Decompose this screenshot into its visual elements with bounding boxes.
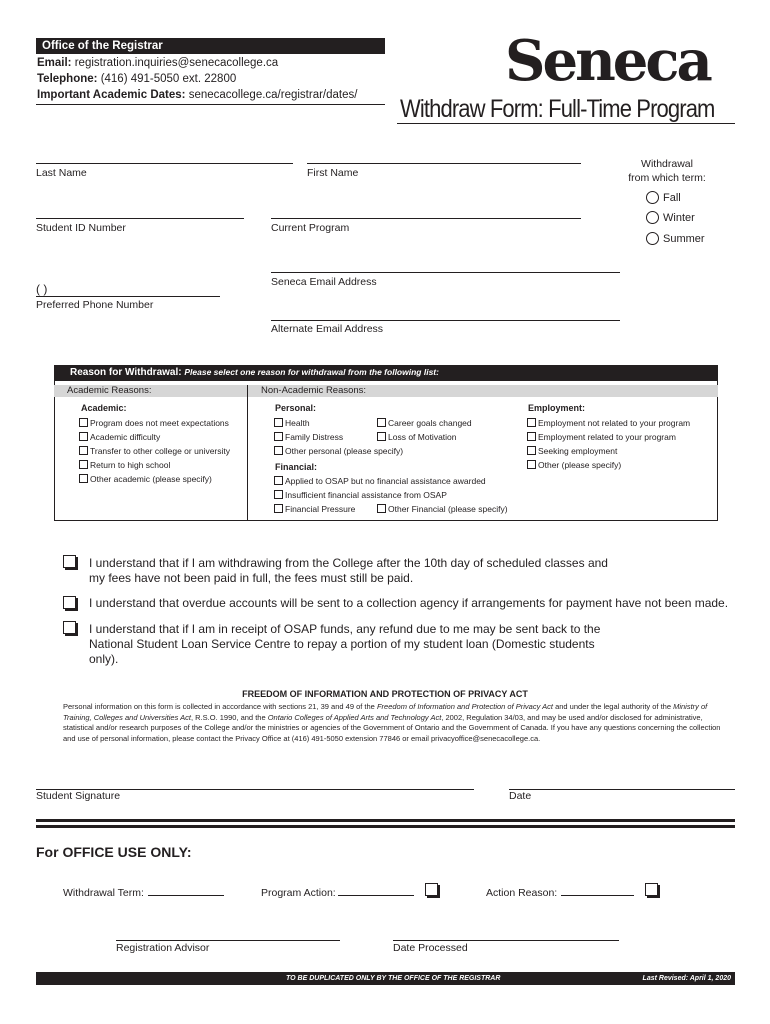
foi-text-2-em: Ministry of Training, Colleges and Universities Act xyxy=(63,702,708,722)
foi-body xyxy=(63,702,723,744)
financial-checkbox-pressure[interactable]: Financial Pressure xyxy=(274,504,355,514)
first-name-label: First Name xyxy=(307,167,359,179)
seneca-logo: Seneca xyxy=(505,28,710,94)
summer-radio[interactable] xyxy=(646,232,659,245)
reason-divider xyxy=(247,385,248,521)
email-line xyxy=(37,57,278,69)
phone-value: (416) 491-5050 ext. 22800 xyxy=(100,73,237,85)
personal-checkbox-career[interactable]: Career goals changed xyxy=(377,418,472,428)
divider-thick-1 xyxy=(36,819,735,822)
ack-fees-checkbox[interactable] xyxy=(63,555,76,568)
office-use-title: For OFFICE USE ONLY: xyxy=(36,844,192,860)
ack-collection-text: I understand that overdue accounts will be sent to a collection agency if arrangements for payment have not been made. xyxy=(89,596,729,610)
phone-area-code: ( ) xyxy=(36,282,48,296)
term-label-2: from which term: xyxy=(628,172,706,184)
reason-instruction: Please select one reason for withdrawal from the following list: xyxy=(184,367,439,377)
employment-checkbox-seeking[interactable]: Seeking employment xyxy=(527,446,617,456)
phone-line xyxy=(37,73,236,85)
footer-bar xyxy=(36,972,735,985)
reason-subheader xyxy=(54,385,718,397)
phone-label: Preferred Phone Number xyxy=(36,299,154,311)
winter-label: Winter xyxy=(663,212,695,224)
seneca-email-label: Seneca Email Address xyxy=(271,276,377,288)
dates-label: Important Academic Dates: xyxy=(37,89,186,101)
academic-checkbox-difficulty[interactable]: Academic difficulty xyxy=(79,432,160,442)
dates-value: senecacollege.ca/registrar/dates/ xyxy=(188,89,358,101)
withdrawal-term-input[interactable] xyxy=(148,895,224,896)
academic-reasons-header: Academic Reasons: xyxy=(67,385,152,396)
title-underline xyxy=(397,123,735,124)
program-action-checkbox[interactable] xyxy=(425,883,438,896)
alt-email-label: Alternate Email Address xyxy=(271,323,384,335)
alt-email-input[interactable] xyxy=(271,320,620,321)
personal-checkbox-family[interactable]: Family Distress xyxy=(274,432,343,442)
financial-title: Financial: xyxy=(275,462,318,472)
academic-title: Academic: xyxy=(81,403,127,413)
personal-title: Personal: xyxy=(275,403,317,413)
fall-label: Fall xyxy=(663,192,681,204)
footer-revised: Last Revised: April 1, 2020 xyxy=(642,975,731,982)
winter-radio[interactable] xyxy=(646,211,659,224)
foi-text-2: and under the legal authority of the xyxy=(553,702,674,711)
academic-checkbox-high-school[interactable]: Return to high school xyxy=(79,460,170,470)
email-value: registration.inquiries@senecacollege.ca xyxy=(74,57,279,69)
reason-header xyxy=(54,365,718,380)
advisor-input[interactable] xyxy=(116,940,340,941)
foi-text-1-em: Freedom of Information and Protection of Privacy Act xyxy=(376,702,553,711)
signature-date-label: Date xyxy=(509,790,532,802)
ack-osap-checkbox[interactable] xyxy=(63,621,76,634)
foi-text-4: , 2002, Regulation 34/03, and may be used and/or disclosed for administrative, statistical and/or research purposes of the College and/or the ministries or agencies of the Government of Ontario and the Government of Canada. If you have any questions concerning the collection and use of personal information, please contact the Privacy Office at (416) 491-5050 extension 77846 or email privacyoffice@senecacollege.ca. xyxy=(63,712,721,743)
employment-checkbox-related[interactable]: Employment related to your program xyxy=(527,432,676,442)
foi-text-3: , R.S.O. 1990, and the xyxy=(190,712,268,722)
action-reason-input[interactable] xyxy=(561,895,634,896)
office-title-bar: Office of the Registrar xyxy=(36,38,385,54)
employment-checkbox-not-related[interactable]: Employment not related to your program xyxy=(527,418,690,428)
divider-thick-2 xyxy=(36,825,735,828)
summer-label: Summer xyxy=(663,233,705,245)
term-label-1: Withdrawal xyxy=(641,158,693,170)
ack-fees-text: I understand that if I am withdrawing from the College after the 10th day of scheduled classes and my fees have not been paid in full, the fees must still be paid. xyxy=(89,556,608,585)
dates-line xyxy=(37,89,357,101)
header-underline xyxy=(36,104,385,105)
withdrawal-term-label: Withdrawal Term: xyxy=(63,887,144,899)
form-title: Withdraw Form: Full-Time Program xyxy=(400,95,715,123)
financial-checkbox-osap-none[interactable]: Applied to OSAP but no financial assistance awarded xyxy=(274,476,486,486)
student-id-label: Student ID Number xyxy=(36,222,126,234)
personal-checkbox-motivation[interactable]: Loss of Motivation xyxy=(377,432,457,442)
last-name-label: Last Name xyxy=(36,167,87,179)
academic-checkbox-transfer[interactable]: Transfer to other college or university xyxy=(79,446,230,456)
ack-collection-checkbox[interactable] xyxy=(63,596,76,609)
seneca-email-input[interactable] xyxy=(271,272,620,273)
signature-date-input[interactable] xyxy=(509,789,735,790)
advisor-label: Registration Advisor xyxy=(116,942,210,954)
reason-title: Reason for Withdrawal: xyxy=(70,367,182,378)
employment-checkbox-other[interactable]: Other (please specify) xyxy=(527,460,621,470)
action-reason-label: Action Reason: xyxy=(486,887,558,899)
foi-text-3-em: Ontario Colleges of Applied Arts and Technology Act xyxy=(267,712,442,722)
program-action-label: Program Action: xyxy=(261,887,336,899)
phone-label: Telephone: xyxy=(37,73,98,85)
academic-checkbox-other[interactable]: Other academic (please specify) xyxy=(79,474,212,484)
last-name-input[interactable] xyxy=(36,163,293,164)
employment-title: Employment: xyxy=(528,403,586,413)
first-name-input[interactable] xyxy=(307,163,581,164)
foi-text-1: Personal information on this form is collected in accordance with sections 21, 39 and 49 of the xyxy=(63,702,377,711)
financial-checkbox-other[interactable]: Other Financial (please specify) xyxy=(377,504,508,514)
fall-radio[interactable] xyxy=(646,191,659,204)
date-processed-input[interactable] xyxy=(393,940,619,941)
current-program-input[interactable] xyxy=(271,218,581,219)
personal-checkbox-health[interactable]: Health xyxy=(274,418,310,428)
program-action-input[interactable] xyxy=(338,895,414,896)
academic-checkbox-program[interactable]: Program does not meet expectations xyxy=(79,418,229,428)
email-label: Email: xyxy=(37,57,72,69)
student-signature-label: Student Signature xyxy=(36,790,121,802)
ack-osap-text: I understand that if I am in receipt of OSAP funds, any refund due to me may be sent back to the National Student Loan Service Centre to repay a portion of my student loan (Domestic students only). xyxy=(89,622,601,666)
foi-title: FREEDOM OF INFORMATION AND PROTECTION OF PRIVACY ACT xyxy=(242,689,528,699)
non-academic-reasons-header: Non-Academic Reasons: xyxy=(261,385,367,396)
action-reason-checkbox[interactable] xyxy=(645,883,658,896)
financial-checkbox-osap-insufficient[interactable]: Insufficient financial assistance from OSAP xyxy=(274,490,447,500)
current-program-label: Current Program xyxy=(271,222,350,234)
phone-input[interactable] xyxy=(36,296,220,297)
personal-checkbox-other[interactable]: Other personal (please specify) xyxy=(274,446,403,456)
student-id-input[interactable] xyxy=(36,218,244,219)
footer-notice: TO BE DUPLICATED ONLY BY THE OFFICE OF THE REGISTRAR xyxy=(286,975,501,982)
date-processed-label: Date Processed xyxy=(393,942,468,954)
